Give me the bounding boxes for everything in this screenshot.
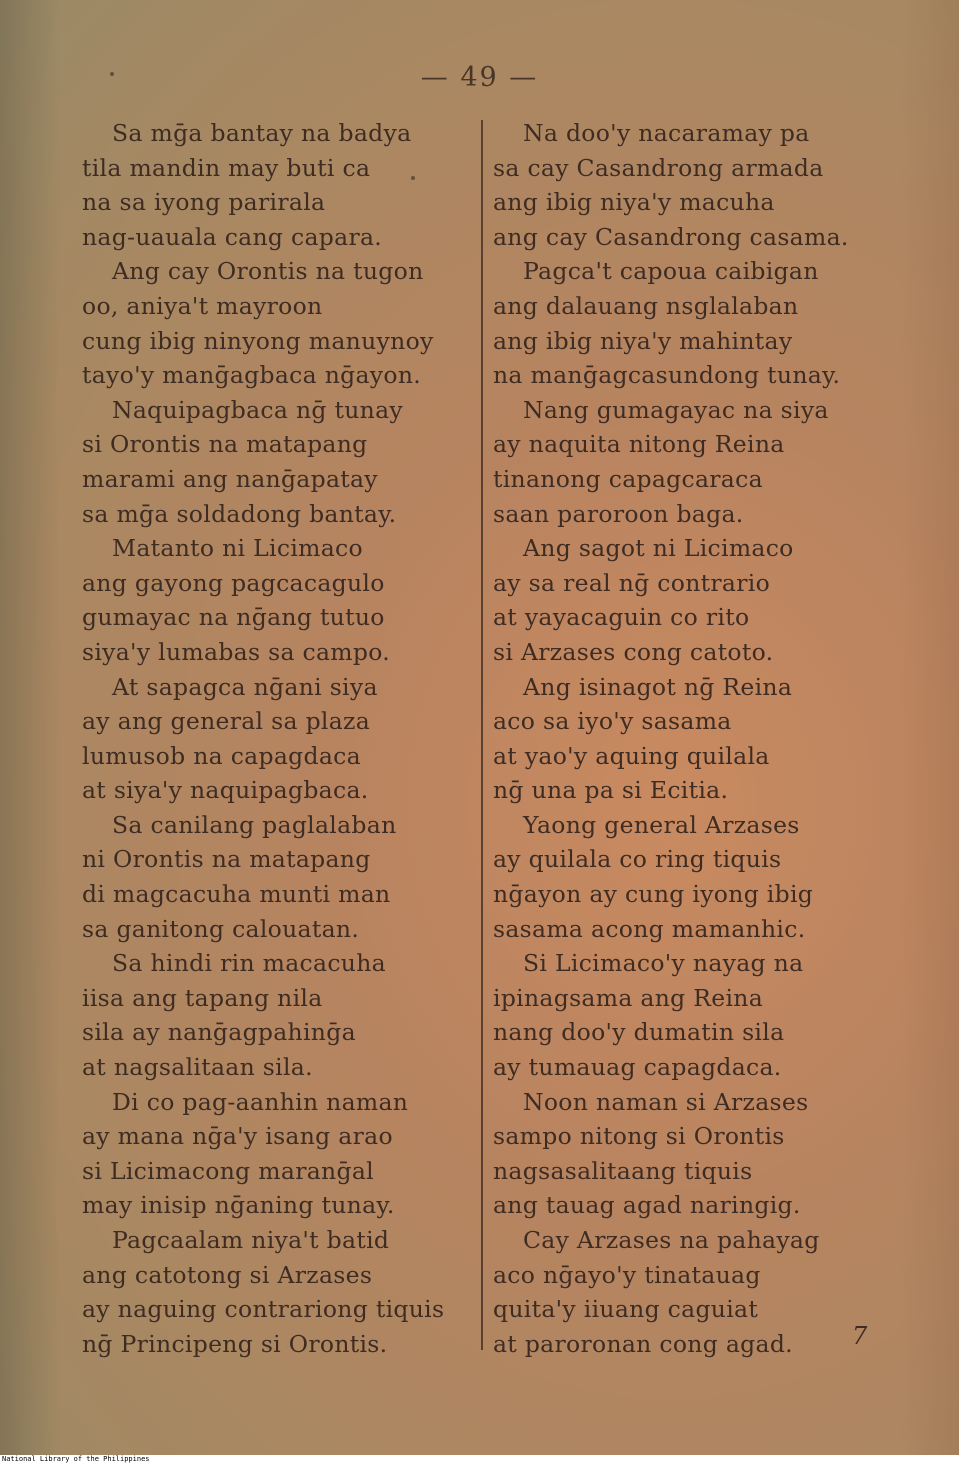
left-verse-line: Pagcaalam niya't batid (112, 1226, 390, 1254)
right-verse-line: ang dalauang nsglalaban (493, 291, 799, 320)
left-verse-line: Sa mḡa bantay na badya (112, 119, 412, 147)
left-verse-line: Sa hindi rin macacuha (112, 949, 386, 978)
left-verse-line: ni Orontis na matapang (82, 845, 371, 874)
right-verse-line: na manḡagcasundong tunay. (493, 361, 841, 390)
left-verse-line: at nagsalitaan sila. (82, 1053, 313, 1082)
right-verse-line: at paroronan cong agad. (493, 1329, 793, 1358)
left-verse-line: si Orontis na matapang (82, 430, 368, 459)
right-verse-line: nagsasalitaang tiquis (493, 1156, 753, 1185)
right-verse-line: Yaong general Arzases (523, 810, 800, 839)
right-verse-line: Na doo'y nacaramay pa (523, 119, 810, 147)
left-verse-line: ay naguing contrariong tiquis (82, 1295, 445, 1324)
right-verse-line: Ang isinagot nḡ Reina (523, 672, 793, 701)
left-verse-line: ang gayong pagcacagulo (82, 568, 385, 597)
left-verse-line: tila mandin may buti ca (82, 153, 371, 182)
right-verse-line: sasama acong mamanhic. (493, 914, 806, 943)
right-verse-line: si Arzases cong catoto. (493, 637, 774, 666)
right-verse-line: saan paroroon baga. (493, 499, 744, 528)
left-verse-line: ang catotong si Arzases (82, 1260, 373, 1289)
left-verse-line: siya'y lumabas sa campo. (82, 637, 391, 666)
left-verse-line: At sapagca nḡani siya (112, 672, 378, 701)
right-verse-line: tinanong capagcaraca (493, 464, 763, 493)
left-verse-line: si Licimacong maranḡal (82, 1156, 374, 1185)
right-verse-line: at yao'y aquing quilala (493, 741, 770, 770)
signature-mark: 7 (852, 1322, 868, 1350)
right-verse-line: ay quilala co ring tiquis (493, 845, 782, 874)
left-verse-line: Ang cay Orontis na tugon (112, 257, 424, 286)
right-verse-line: sa cay Casandrong armada (493, 153, 824, 182)
right-verse-line: aco nḡayo'y tinatauag (493, 1260, 761, 1289)
left-verse-line: sa mḡa soldadong bantay. (82, 499, 397, 528)
right-verse-line: sampo nitong si Orontis (493, 1122, 785, 1151)
left-verse-line: Di co pag-aanhin naman (112, 1087, 409, 1116)
right-verse-line: ang cay Casandrong casama. (493, 222, 849, 251)
left-verse-line: lumusob na capagdaca (82, 741, 361, 770)
ink-speck (411, 176, 415, 180)
right-verse-line: ang ibig niya'y mahintay (493, 326, 793, 355)
right-verse-line: nang doo'y dumatin sila (493, 1018, 785, 1047)
footer-strip (0, 1455, 959, 1463)
left-verse-line: sa ganitong calouatan. (82, 914, 360, 943)
page-number: — 49 — (420, 62, 539, 93)
left-verse-line: nag-uauala cang capara. (82, 222, 383, 251)
left-verse-line: gumayac na nḡang tutuo (82, 603, 385, 632)
footer-credit: National Library of the Philippines (2, 1455, 150, 1463)
left-verse-line: ay ang general sa plaza (82, 707, 371, 736)
left-verse-line: Sa canilang paglalaban (112, 810, 397, 839)
right-verse-line: Noon naman si Arzases (523, 1087, 809, 1116)
column-divider (481, 120, 483, 1350)
right-verse-line: ay naquita nitong Reina (493, 430, 785, 459)
left-verse-line: marami ang nanḡapatay (82, 464, 378, 493)
left-verse-line: at siya'y naquipagbaca. (82, 776, 369, 805)
ink-speck (110, 72, 114, 76)
left-verse-line: Matanto ni Licimaco (112, 534, 363, 563)
right-verse-line: Pagca't capoua caibigan (523, 257, 819, 286)
left-verse-line: may inisip nḡaning tunay. (82, 1191, 395, 1220)
right-verse-line: Si Licimaco'y nayag na (523, 949, 804, 978)
right-column (493, 116, 853, 1361)
left-verse-line: cung ibig ninyong manuynoy (82, 326, 434, 355)
right-verse-line: quita'y iiuang caguiat (493, 1295, 759, 1324)
left-verse-line: iisa ang tapang nila (82, 983, 323, 1012)
right-verse-line: at yayacaguin co rito (493, 603, 750, 632)
right-verse-line: ipinagsama ang Reina (493, 983, 764, 1012)
right-verse-line: aco sa iyo'y sasama (493, 707, 732, 736)
right-verse-line: Nang gumagayac na siya (523, 395, 829, 424)
left-verse-line: Naquipagbaca nḡ tunay (112, 395, 404, 424)
left-verse-line: oo, aniya't mayroon (82, 291, 323, 320)
right-verse-line: ay sa real nḡ contrario (493, 568, 771, 597)
right-verse-line: nḡ una pa si Ecitia. (493, 776, 729, 805)
left-verse-line: sila ay nanḡagpahinḡa (82, 1018, 356, 1047)
right-verse-line: ang tauag agad naringig. (493, 1191, 801, 1220)
left-verse-line: nḡ Principeng si Orontis. (82, 1329, 388, 1358)
left-verse-line: na sa iyong parirala (82, 188, 326, 217)
left-verse-line: tayo'y manḡagbaca nḡayon. (82, 361, 422, 390)
left-column (82, 116, 462, 1361)
right-verse-line: nḡayon ay cung iyong ibig (493, 880, 814, 909)
right-verse-line: Cay Arzases na pahayag (523, 1226, 820, 1254)
left-verse-line: di magcacuha munti man (82, 880, 391, 909)
right-verse-line: ang ibig niya'y macuha (493, 188, 775, 217)
left-verse-line: ay mana nḡa'y isang arao (82, 1122, 393, 1151)
right-verse-line: Ang sagot ni Licimaco (523, 534, 794, 563)
right-verse-line: ay tumauag capagdaca. (493, 1053, 782, 1082)
